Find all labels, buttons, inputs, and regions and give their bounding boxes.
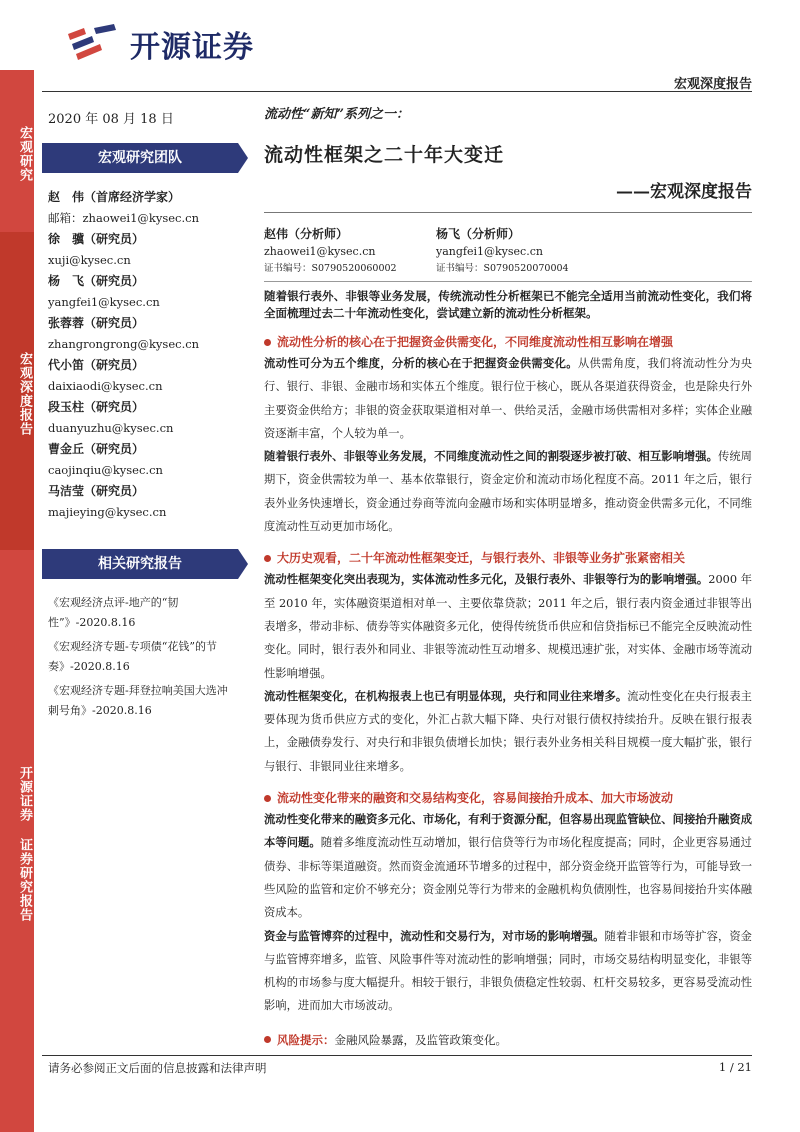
- risk-label: 风险提示：: [277, 1032, 335, 1047]
- para-lead: 流动性可分为五个维度，分析的核心在于把握资金供需变化。: [264, 356, 578, 370]
- member-email[interactable]: daixiaodi@kysec.cn: [48, 379, 163, 393]
- analyst-name: 杨飞（分析师）: [436, 227, 521, 241]
- para-body: 随着非银和市场等扩容，资金与监管博弈增多，监管、风险事件等对流动性的影响增强；同时，市场交易结构明显变化，非银等机构的市场参与度大幅提升。相较于银行，非银负债稳定性较弱、杠杆交易较多，更容易受流动性影响，进而加大市场波动。: [264, 929, 752, 1013]
- section-heading-text: 流动性分析的核心在于把握资金供需变化，不同维度流动性相互影响在增强: [277, 335, 674, 349]
- title-divider: [264, 212, 752, 213]
- section-paragraph: [264, 445, 752, 538]
- bullet-icon: [264, 339, 271, 346]
- analyst-cert: 证书编号：S0790520070004: [436, 263, 569, 274]
- para-lead: 流动性框架变化，在机构报表上也已有明显体现，央行和同业往来增多。: [264, 688, 628, 703]
- analyst-cert: 证书编号：S0790520060002: [264, 263, 397, 274]
- member-name: 张蓉蓉（研究员）: [48, 316, 145, 330]
- related-reports-panel: [42, 549, 238, 721]
- member-email[interactable]: majieying@kysec.cn: [48, 505, 167, 519]
- research-team-panel: [42, 143, 238, 523]
- series-label: 流动性“新知”系列之一：: [264, 107, 409, 122]
- related-title: 相关研究报告: [42, 549, 238, 579]
- member-name: 徐 骥（研究员）: [48, 232, 145, 246]
- member-name: 代小笛（研究员）: [48, 358, 145, 372]
- analyst-card: [436, 225, 608, 277]
- member-email[interactable]: yangfei1@kysec.cn: [48, 295, 160, 309]
- section-paragraph: [264, 352, 752, 445]
- related-report-link[interactable]: 《宏观经济点评-地产的“韧性”》-2020.8.16: [48, 596, 179, 629]
- analyst-name: 赵伟（分析师）: [264, 227, 349, 241]
- footer-divider: [42, 1055, 752, 1056]
- section-paragraph: [264, 568, 752, 684]
- member-name: 段玉柱（研究员）: [48, 400, 145, 414]
- analyst-email[interactable]: zhaowei1@kysec.cn: [264, 245, 376, 258]
- bullet-icon: [264, 555, 271, 562]
- sidebar-segment-report-type: 宏观深度报告: [0, 232, 34, 550]
- risk-text: 金融风险暴露，及监管政策变化。: [334, 1032, 507, 1047]
- section-paragraph: [264, 925, 752, 1018]
- related-list: [42, 593, 238, 721]
- para-body: 流动性变化在央行报表主要体现为货币供应方式的变化，外汇占款大幅下降、央行对银行债权持续抬升。反映在银行报表上，金融债券发行、对央行和非银负债增长加快；银行表外业务相关科目规模一度大幅扩张，银行与银行、非银同业往来增多。: [264, 689, 752, 773]
- member-email[interactable]: zhangrongrong@kysec.cn: [48, 337, 200, 351]
- bullet-icon: [264, 795, 271, 802]
- para-body: 随着多维度流动性互动增加，银行信贷等行为市场化程度提高；同时，企业更容易通过债券、非标等渠道融资。然而资金流通环节增多的过程中，部分资金绕开监管等行为，可能导致一些风险的监管和定价不够充分；资金刚兑等行为带来的金融机构负债刚性，也容易间接抬升实体融资成本。: [264, 836, 752, 920]
- related-report-link[interactable]: 《宏观经济专题-拜登拉响美国大选冲刺号角》-2020.8.16: [48, 684, 228, 717]
- section-heading-text: 流动性变化带来的融资和交易结构变化，容易间接抬升成本、加大市场波动: [277, 791, 674, 806]
- member-email[interactable]: xuji@kysec.cn: [48, 253, 131, 267]
- report-type-label: 宏观深度报告: [673, 77, 752, 92]
- para-lead: 流动性变化带来的融资多元化、市场化，有利于资源分配，但容易出现监管缺位、间接抬升融资成本等问题。: [264, 812, 752, 850]
- team-title: 宏观研究团队: [42, 143, 238, 173]
- header-divider: [42, 91, 752, 92]
- para-lead: 流动性框架变化突出表现为，实体流动性多元化，及银行表外、非银等行为的影响增强。: [264, 572, 709, 587]
- report-subtitle: ——宏观深度报告: [616, 182, 752, 202]
- analyst-block: [264, 225, 752, 277]
- team-list: [42, 187, 238, 523]
- member-name: 杨 飞（研究员）: [48, 274, 145, 288]
- report-date: 2020 年 08 月 18 日: [48, 112, 174, 127]
- member-email[interactable]: duanyuzhu@kysec.cn: [48, 421, 174, 435]
- section-heading: [264, 548, 752, 568]
- logo-mark-icon: [64, 24, 122, 64]
- report-title: 流动性框架之二十年大变迁: [264, 144, 505, 166]
- para-body: 从供需角度，我们将流动性分为央行、银行、非银、金融市场和实体五个维度。银行位于核心，既从各渠道获得资金，也是除央行外主要资金供给方；非银的资金获取渠道相对单一、供给灵活，金融市场供需相对多样；实体企业融资逐渐丰富，个人较为单一。: [264, 357, 752, 440]
- member-name: 马洁莹（研究员）: [48, 484, 145, 498]
- analyst-divider: [264, 281, 752, 282]
- sidebar-segment-macro: 宏观研究: [0, 70, 34, 232]
- section-heading-text: 大历史观看，二十年流动性框架变迁，与银行表外、非银等业务扩张紧密相关: [277, 551, 686, 566]
- para-body: 传统周期下，资金供需较为单一、基本依靠银行，资金定价和流动市场化程度不高。2011 年之后，银行表外业务快速增长，资金通过券商等流向金融市场和实体明显增多，推动资金供需多元化，不同维度流动性互动更加市场化。: [264, 450, 752, 534]
- bullet-icon: [264, 1036, 271, 1043]
- member-name: 曹金丘（研究员）: [48, 442, 145, 456]
- section-paragraph: [264, 685, 752, 778]
- para-lead: 随着银行表外、非银等业务发展，不同维度流动性之间的割裂逐步被打破、相互影响增强。: [264, 449, 718, 464]
- member-name: 赵 伟（首席经济学家）: [48, 190, 181, 204]
- brand-name: 开源证券: [130, 30, 254, 65]
- section-paragraph: [264, 808, 752, 924]
- sidebar-segment-brand: 开源证券 证券研究报告: [0, 550, 34, 1132]
- analyst-card: [264, 225, 436, 277]
- main-content: [264, 98, 752, 1050]
- intro-summary: 随着银行表外、非银等业务发展，传统流动性分析框架已不能完全适用当前流动性变化，我们将全面梳理过去二十年流动性变化，尝试建立新的流动性分析框架。: [264, 289, 752, 320]
- related-report-link[interactable]: 《宏观经济专题-专项债“花钱”的节奏》-2020.8.16: [48, 640, 217, 673]
- member-email[interactable]: caojinqiu@kysec.cn: [48, 463, 163, 477]
- disclaimer-text: 请务必参阅正文后面的信息披露和法律声明: [48, 1061, 267, 1075]
- risk-note: [264, 1030, 752, 1050]
- side-bar: [0, 0, 34, 1132]
- member-email[interactable]: 邮箱：zhaowei1@kysec.cn: [48, 211, 200, 225]
- para-body: 2000 年至 2010 年，实体融资渠道相对单一、主要依靠贷款；2011 年之后，银行表内资金通过非银等出表增多，带动非标、债券等实体融资多元化，使得传统货币供应和信贷指标已不能完全反映流动性变化。同时，银行表外和同业、非银等流动性互动增多、规模迅速扩张，对实体、金融市场等流动性影响增强。: [264, 573, 752, 680]
- page-number: 1 / 21: [718, 1060, 752, 1074]
- analyst-email[interactable]: yangfei1@kysec.cn: [436, 245, 543, 258]
- page-footer: [48, 1060, 752, 1076]
- para-lead: 资金与监管博弈的过程中，流动性和交易行为，对市场的影响增强。: [264, 928, 605, 943]
- section-heading: [264, 332, 752, 352]
- section-heading: [264, 788, 752, 808]
- brand-logo: [64, 22, 254, 66]
